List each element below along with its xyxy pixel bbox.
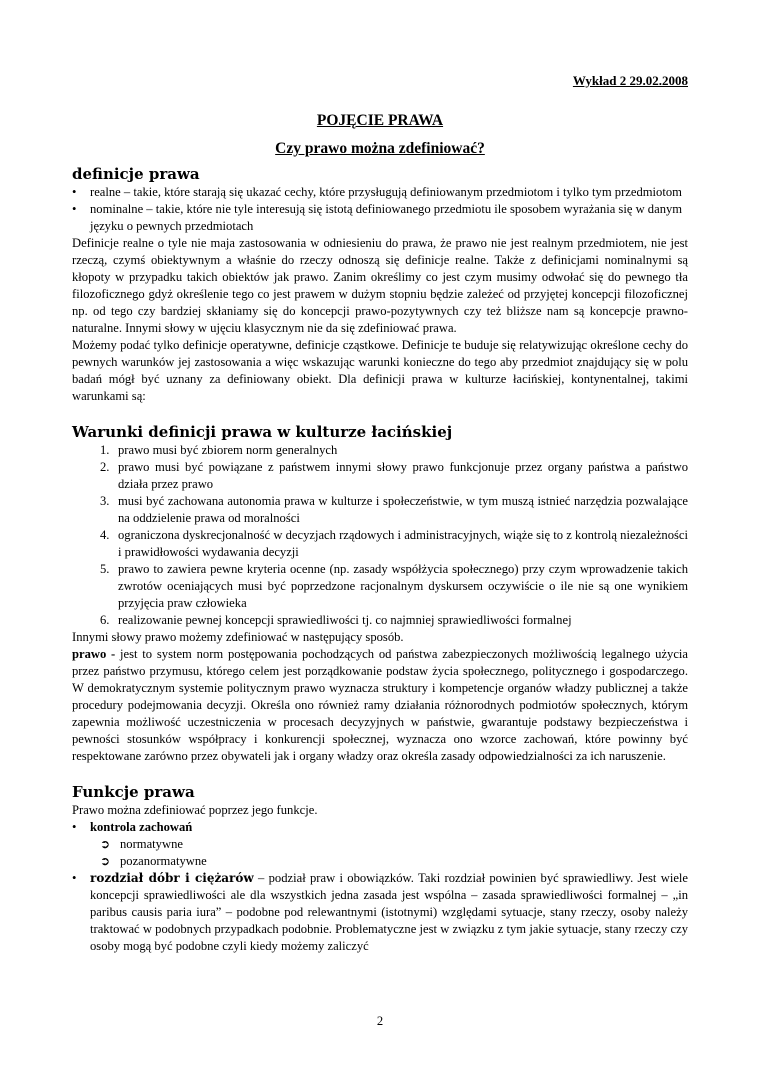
sub-item-text: normatywne <box>120 837 183 851</box>
item-text: realizowanie pewnej koncepcji sprawiedliwości tj. co najmniej sprawiedliwości formalnej <box>118 613 572 627</box>
conditions-heading: Warunki definicji prawa w kulturze łacińskiej <box>72 423 453 441</box>
document-page <box>72 60 688 955</box>
definitions-list <box>72 184 688 235</box>
law-definition <box>72 646 688 765</box>
item-text: musi być zachowana autonomia prawa w kulturze i społeczeństwie, w tym muszą istnieć narzędzia pozwalające na oddzielenie prawa od moralności <box>118 494 688 525</box>
item-text: prawo musi być zbiorem norm generalnych <box>118 443 338 457</box>
item-number: 4. <box>100 528 110 542</box>
bullet-icon: • <box>72 185 77 199</box>
list-item <box>72 184 688 201</box>
paragraph-operative-definitions: Możemy podać tylko definicje operatywne, definicje cząstkowe. Definicje te buduje się relatywizując określone cechy do pewnych warunków jej zastosowania a więc wskazując warunki konieczne do tego aby przedmiot znajdujący się w polu badań mógł być uznany za definiowany obiekt. Dla definicji prawa w kulturze łacińskiej, kontynentalnej, takimi warunkami są: <box>72 338 688 403</box>
item-number: 3. <box>100 494 110 508</box>
list-item <box>100 561 688 612</box>
item-number: 5. <box>100 562 110 576</box>
page-title: POJĘCIE PRAWA <box>316 112 444 129</box>
definitions-heading: definicje prawa <box>72 165 200 183</box>
item-number: 1. <box>100 443 110 457</box>
list-item <box>100 527 688 561</box>
list-item <box>100 853 688 870</box>
definition-real: realne – takie, które starają się ukazać cechy, które przysługują definiowanym przedmiotom i tylko tym przedmiotom <box>90 185 682 199</box>
lecture-date: Wykład 2 29.02.2008 <box>572 73 688 88</box>
bullet-icon: • <box>72 202 77 216</box>
item-number: 2. <box>100 460 110 474</box>
list-item <box>72 870 688 955</box>
list-item <box>72 819 688 870</box>
item-number: 6. <box>100 613 110 627</box>
list-item <box>100 442 688 459</box>
page-subtitle: Czy prawo można zdefiniować? <box>275 140 485 157</box>
list-item <box>100 612 688 629</box>
functions-heading: Funkcje prawa <box>72 783 195 801</box>
functions-intro: Prawo można zdefiniować poprzez jego funkcje. <box>72 803 318 817</box>
item-text: prawo musi być powiązane z państwem innymi słowy prawo funkcjonuje przez organy państwa a państwo działa przez prawo <box>118 460 688 491</box>
list-item <box>100 836 688 853</box>
distribution-text: – podział praw i obowiązków. Taki rozdział powinien być sprawiedliwy. Jest wiele koncepcji sprawiedliwości ale dla wszystkich jedna zasada jest wspólna – zasada sprawiedliwości formalnej – „in paribus causis paria iura” – podobne pod relewantnymi (istotnymi) względami sytuacje, stany rzeczy, osoby należy traktować w podobnych przypadkach podobnie. Problematyczne jest w związku z tym jakie sytuacje, stany rzeczy czy osoby mogą być podobne czyli kiedy możemy zaliczyć <box>90 871 688 953</box>
item-text: ograniczona dyskrecjonalność w decyzjach rządowych i administracyjnych, wiąże się to z kontrolą niezależności i prawidłowości wydawania decyzji <box>118 528 688 559</box>
control-label: kontrola zachowań <box>90 820 193 834</box>
definition-nominal: nominalne – takie, które nie tyle interesują się istotą definiowanego przedmiotu ile sposobem wyrażania się w danym języku o pewnych przedmiotach <box>90 202 683 233</box>
list-item <box>72 201 688 235</box>
control-sublist <box>90 836 688 870</box>
conditions-list <box>72 442 688 629</box>
conditions-closing: Innymi słowy prawo możemy zdefiniować w następujący sposób. <box>72 630 404 644</box>
functions-list <box>72 819 688 955</box>
paragraph-real-definitions: Definicje realne o tyle nie maja zastosowania w odniesieniu do prawa, że prawo nie jest realnym przedmiotem, nie jest rzeczą, czymś obiektywnym a właśnie do rzeczy odnoszą się definicje realne. Także z definicjami nominalnymi są kłopoty w przypadku takich obiektów jak prawo. Zanim określimy co jest czym musimy odwołać się do pewnego tła filozoficznego gdyż określenie tego co jest prawem w dużym stopniu będzie zależeć od przyjętej koncepcji filozoficznej np. od tego czy bardziej skłaniamy się do koncepcji prawo-pozytywnych czy też bliższe nam są koncepcje prawno-naturalne. Innymi słowy w ujęciu klasycznym nie da się zdefiniować prawa. <box>72 236 688 335</box>
law-definition-text: jest to system norm postępowania pochodzących od państwa zabezpieczonych możliwością legalnego użycia przez państwo przymusu, którego celem jest porządkowanie podstaw życia społecznego, politycznego i gospodarczego. W demokratycznym systemie politycznym prawo wyznacza struktury i kompetencje organów władzy publicznej a także procedury podejmowania decyzji. Określa ono również ramy działania różnorodnych podmiotów społecznych, którym zapewnia możliwość uczestniczenia w procesach decyzyjnych w państwie, gwarantuje podstawy bezpieczeństwa i pewności stosunków współpracy i konkurencji społecznej, wyznacza ono wzorce zachowań, które powinny być respektowane zarówno przez obywateli jak i organy władzy oraz określa zasady odpowiedzialności za ich naruszenie. <box>72 647 689 763</box>
distribution-label: rozdział dóbr i ciężarów <box>90 871 254 885</box>
sub-item-text: pozanormatywne <box>120 854 207 868</box>
arrow-right-icon: ➲ <box>100 854 111 868</box>
page-number: 2 <box>376 1014 384 1028</box>
bullet-icon: • <box>72 820 77 834</box>
item-text: prawo to zawiera pewne kryteria ocenne (np. zasady współżycia społecznego) przy czym wprowadzenie takich zwrotów oceniających musi być poprzedzone racjonalnym dyskursem oczywiście o ile nie są one wynikiem przyjęcia praw człowieka <box>118 562 688 610</box>
bullet-icon: • <box>72 871 77 885</box>
law-definition-term: prawo - <box>72 647 116 661</box>
list-item <box>100 493 688 527</box>
arrow-right-icon: ➲ <box>100 837 111 851</box>
list-item <box>100 459 688 493</box>
